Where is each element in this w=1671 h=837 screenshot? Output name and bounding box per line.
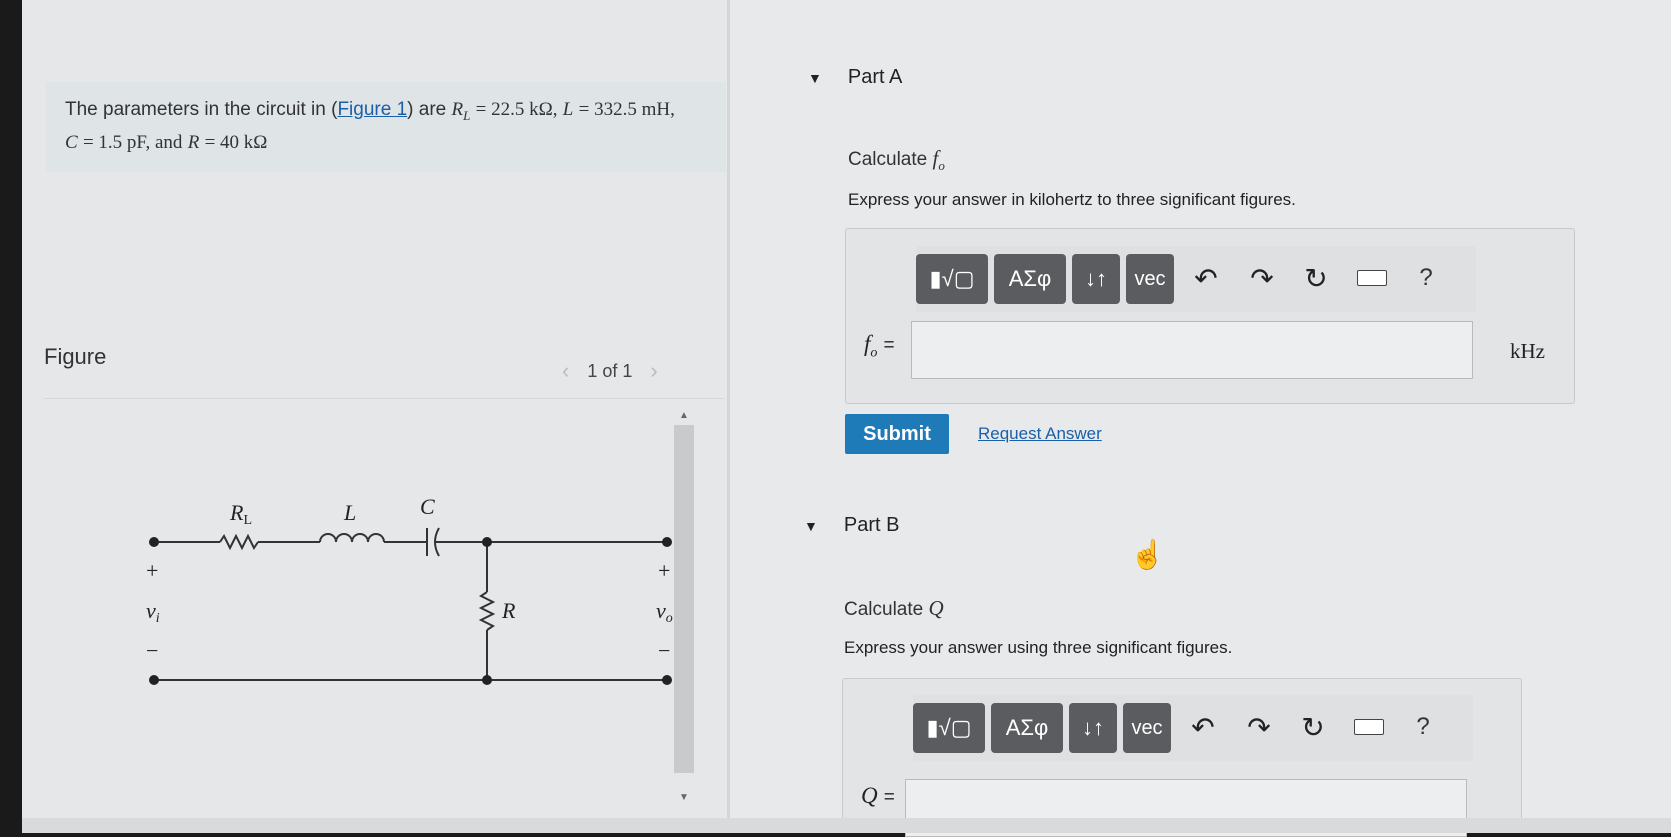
resistor-r (481, 592, 493, 630)
circuit-diagram (122, 480, 673, 700)
part-a-instructions: Express your answer in kilohertz to three significant figures. (848, 190, 1296, 209)
c-value: = 1.5 pF, and (82, 131, 183, 153)
rl-symbol: $R_L$ (451, 99, 471, 123)
part-a-header[interactable] (808, 66, 902, 89)
subscript-superscript-button[interactable]: ↓↑ (1072, 254, 1120, 304)
reset-icon[interactable]: ↻ (1304, 262, 1328, 294)
part-a-variable-label: $f_o$ = (864, 331, 895, 361)
hand-cursor-icon: ☝ (1130, 539, 1165, 570)
label-vi-plus: + (146, 558, 159, 583)
templates-button[interactable]: ▮√▢ (916, 254, 988, 304)
label-c: C (420, 494, 435, 519)
label-r: R (502, 598, 516, 623)
undo-icon[interactable]: ↶ (1191, 711, 1215, 743)
part-a-math-toolbar (916, 246, 1476, 312)
figure-page-count: 1 of 1 (587, 360, 633, 381)
figure-link[interactable]: Figure 1 (337, 99, 408, 120)
r-symbol: R (187, 131, 200, 153)
label-rl: RL (230, 500, 253, 528)
label-vi: vi (146, 598, 160, 626)
rl-value: = 22.5 kΩ, (475, 99, 558, 120)
label-vo: vo (656, 598, 673, 626)
part-a-prompt: Calculate $f_o$ (848, 146, 945, 174)
figure-title: Figure (44, 344, 107, 369)
scroll-up-icon[interactable]: ▲ (679, 410, 689, 421)
c-symbol: C (65, 131, 78, 153)
label-l: L (344, 500, 357, 525)
screen (22, 0, 1671, 833)
figure-divider (44, 398, 724, 399)
answer-pane (730, 0, 1671, 833)
greek-symbols-button[interactable]: ΑΣφ (991, 703, 1063, 753)
scroll-down-icon[interactable]: ▼ (679, 792, 689, 803)
figure-scrollbar[interactable] (674, 425, 694, 773)
part-b-header[interactable] (804, 514, 899, 537)
submit-button[interactable]: Submit (845, 414, 949, 454)
part-a-answer-box (845, 228, 1575, 404)
label-vo-minus: − (658, 638, 671, 663)
l-symbol: L (562, 99, 574, 120)
part-b-math-toolbar (913, 695, 1473, 761)
reset-icon[interactable]: ↻ (1301, 711, 1325, 743)
prev-figure-icon[interactable]: ‹ (562, 358, 570, 383)
templates-button[interactable]: ▮√▢ (913, 703, 985, 753)
label-vi-minus: − (146, 638, 159, 663)
problem-intro-text: The parameters in the circuit in ( (65, 99, 338, 120)
part-b-variable-label: Q = (861, 783, 895, 808)
part-a-unit: kHz (1510, 339, 1545, 363)
redo-icon[interactable]: ↷ (1247, 711, 1271, 743)
l-value: = 332.5 mH, (578, 99, 675, 120)
resistor-rl (220, 536, 258, 548)
problem-statement (65, 96, 685, 156)
r-value: = 40 kΩ (204, 131, 268, 153)
part-b-answer-box (842, 678, 1522, 830)
undo-icon[interactable]: ↶ (1194, 262, 1218, 294)
label-vo-plus: + (658, 558, 671, 583)
keyboard-icon[interactable] (1354, 260, 1390, 296)
part-b-title: Part B (843, 514, 900, 536)
vector-button[interactable]: vec (1126, 254, 1174, 304)
help-icon[interactable]: ? (1416, 713, 1430, 740)
help-icon[interactable]: ? (1419, 264, 1433, 291)
request-answer-link[interactable]: Request Answer (978, 424, 1102, 443)
problem-mid-text: ) are (407, 99, 447, 120)
part-a-title: Part A (847, 66, 903, 88)
part-b-instructions: Express your answer using three significant figures. (844, 638, 1233, 657)
greek-symbols-button[interactable]: ΑΣφ (994, 254, 1066, 304)
vector-button[interactable]: vec (1123, 703, 1171, 753)
collapse-caret-icon[interactable]: ▼ (808, 69, 822, 86)
keyboard-icon[interactable] (1351, 709, 1387, 745)
bottom-edge (22, 818, 1671, 833)
subscript-superscript-button[interactable]: ↓↑ (1069, 703, 1117, 753)
figure-pager (562, 358, 658, 384)
redo-icon[interactable]: ↷ (1250, 262, 1274, 294)
part-a-answer-input[interactable] (911, 321, 1473, 379)
collapse-caret-icon[interactable]: ▼ (804, 517, 818, 534)
problem-pane (22, 0, 727, 833)
inductor-l (320, 534, 384, 542)
next-figure-icon[interactable]: › (650, 358, 658, 383)
part-b-prompt: Calculate Q (844, 596, 944, 620)
